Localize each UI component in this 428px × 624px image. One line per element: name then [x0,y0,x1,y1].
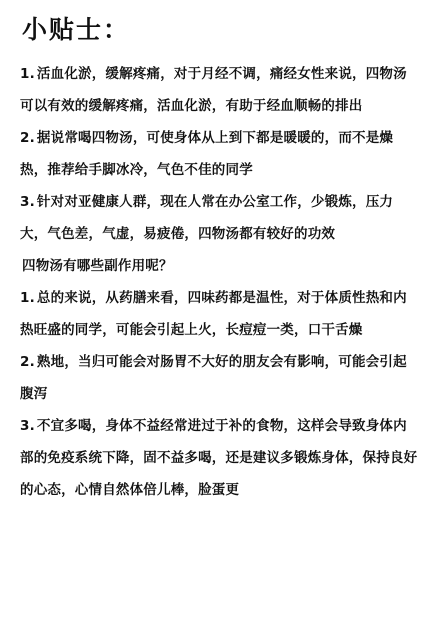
side-effect-text: 总的来说，从药膳来看，四味药都是温性，对于体质性热和内热旺盛的同学，可能会引起上火，长痘痘一类，口干舌燥 [20,290,407,338]
tip-number: 2. [20,354,35,370]
tip-number: 3. [20,418,35,434]
side-effect-text: 不宜多喝，身体不益经常进过于补的食物，这样会导致身体内部的免疫系统下降，固不益多喝，还是建议多锻炼身体，保持良好的心态，心情自然体倍儿棒，脸蛋更 [20,418,418,498]
tip-number: 3. [20,194,35,210]
tip-number: 1. [20,66,35,82]
tip-paragraph [20,122,418,186]
tips-content [20,58,418,506]
page-title: 小贴士： [22,15,131,44]
side-effect-paragraph [20,346,418,410]
section-heading [20,250,418,282]
tip-text: 活血化淤，缓解疼痛，对于月经不调，痛经女性来说，四物汤可以有效的缓解疼痛，活血化淤，有助于经血顺畅的排出 [20,66,407,114]
tip-text: 针对对亚健康人群，现在人常在办公室工作，少锻炼，压力大，气色差，气虚，易疲倦，四物汤都有较好的功效 [20,194,394,242]
bottom-fade-overlay [150,592,428,624]
tip-paragraph [20,58,418,122]
side-effect-paragraph [20,410,418,506]
tip-paragraph [20,186,418,250]
tip-number: 1. [20,290,35,306]
side-effect-paragraph [20,282,418,346]
tip-text: 据说常喝四物汤，可使身体从上到下都是暖暖的，而不是燥热，推荐给手脚冰冷，气色不佳的同学 [20,130,394,178]
side-effect-text: 熟地，当归可能会对肠胃不大好的朋友会有影响，可能会引起腹泻 [20,354,407,402]
tip-number: 2. [20,130,35,146]
section-heading-text: 四物汤有哪些副作用呢？ [22,258,173,274]
